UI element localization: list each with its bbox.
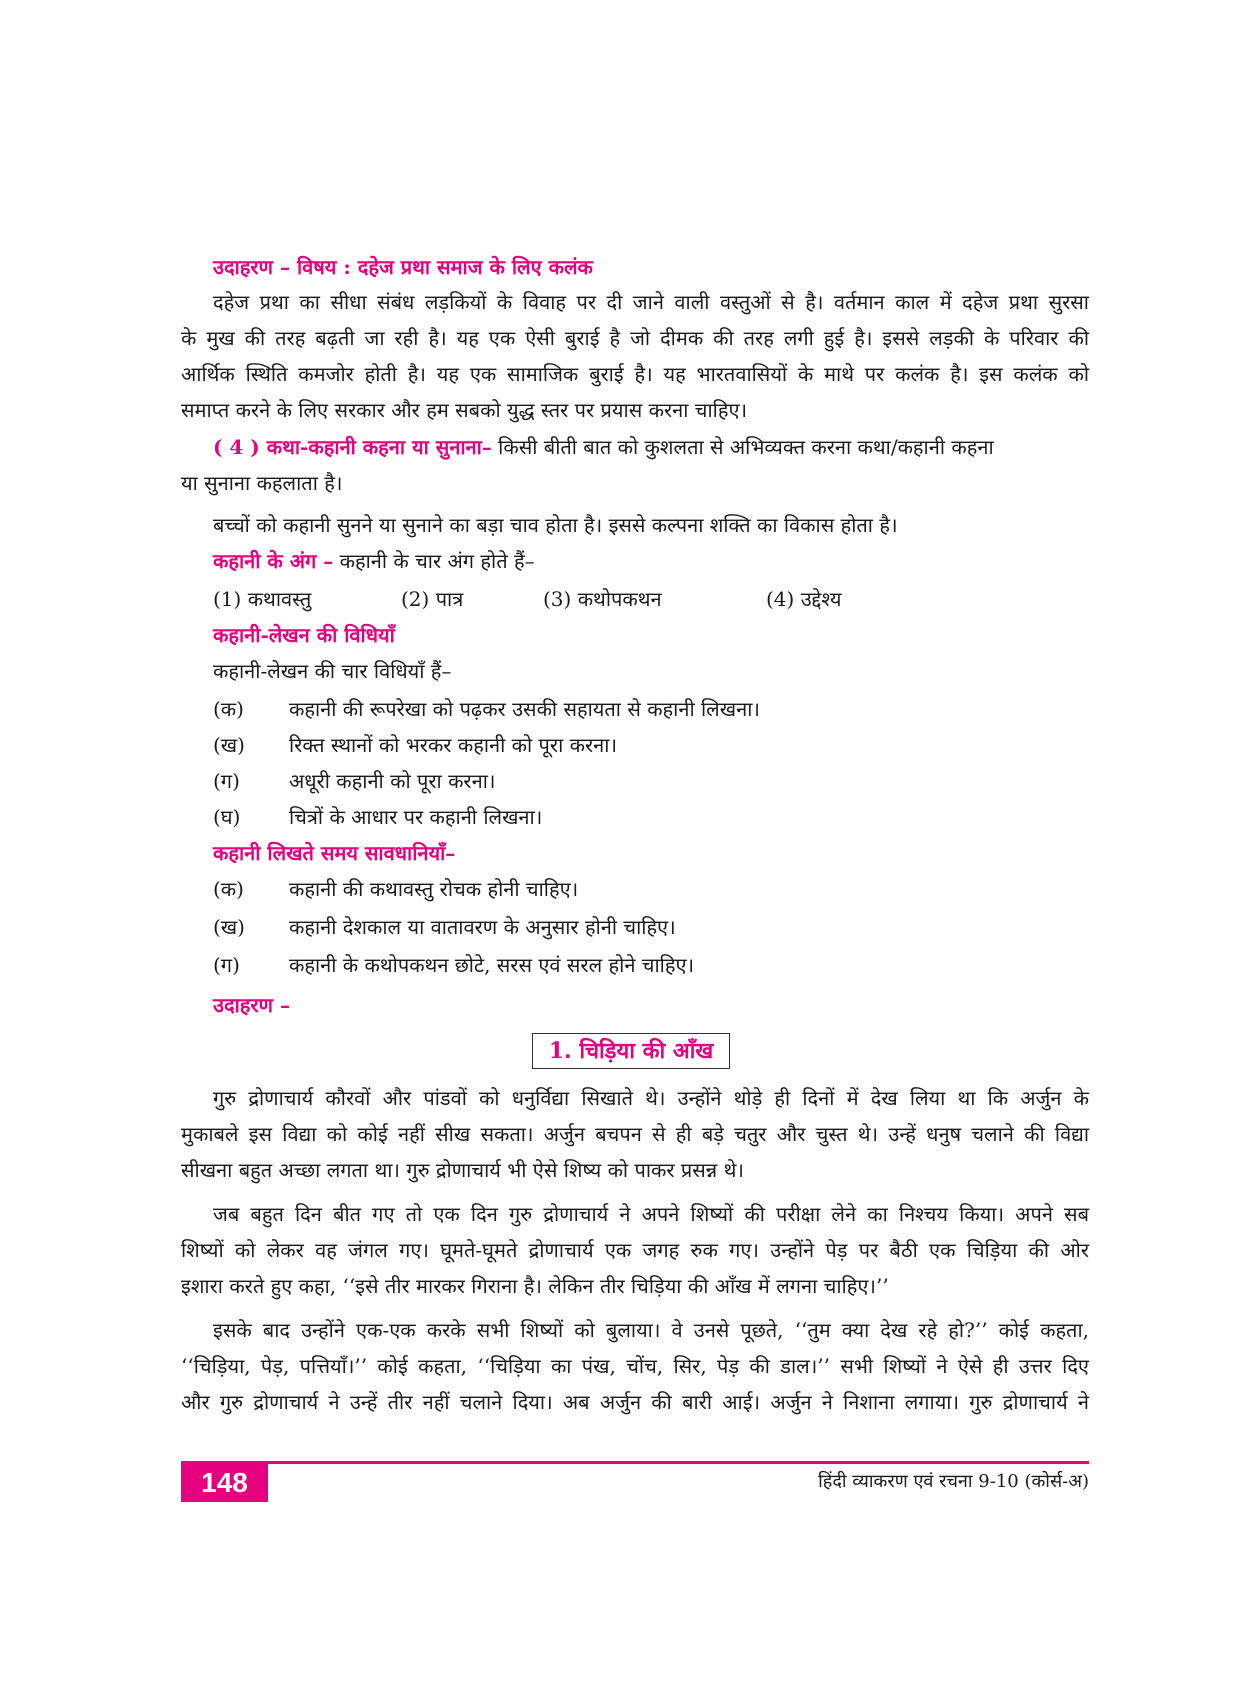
caution-text: कहानी के कथोपकथन छोटे, सरस एवं सरल होने चाहिए। xyxy=(289,953,695,977)
method-text: अधूरी कहानी को पूरा करना। xyxy=(289,769,496,793)
footer-book-title: हिंदी व्याकरण एवं रचना 9-10 (कोर्स-अ) xyxy=(818,1471,1089,1492)
para1-line4: समाप्त करने के लिए सरकार और हम सबको युद्ध स्तर पर प्रयास करना चाहिए। xyxy=(181,398,748,422)
section4-text: किसी बीती बात को कुशलता से अभिव्यक्त करना कथा/कहानी कहना xyxy=(498,435,994,459)
story-p1-line1: गुरु द्रोणाचार्य कौरवों और पांडवों को धनुर्विद्या सिखाते थे। उन्होंने थोड़े ही दिनों में देख लिया था कि अर्जुन के xyxy=(213,1086,1089,1110)
method-text: रिक्त स्थानों को भरकर कहानी को पूरा करना। xyxy=(289,733,618,757)
part-item: (2) पात्र xyxy=(401,587,464,611)
story-p3-line3: और गुरु द्रोणाचार्य ने उन्हें तीर नहीं चलाने दिया। अब अर्जुन की बारी आई। अर्जुन ने निशाना लगाया। गुरु द्रोणाचार्य ने xyxy=(181,1390,1089,1414)
story-p2-line1: जब बहुत दिन बीत गए तो एक दिन गुरु द्रोणाचार्य ने अपने शिष्यों की परीक्षा लेने का निश्चय किया। अपने सब xyxy=(213,1202,1089,1226)
caution-mark: (ग) xyxy=(213,953,240,977)
caution-text: कहानी की कथावस्तु रोचक होनी चाहिए। xyxy=(289,877,579,901)
example-heading-dowry: उदाहरण – विषय : दहेज प्रथा समाज के लिए कलंक xyxy=(213,255,593,279)
method-mark: (ख) xyxy=(213,733,245,757)
method-mark: (घ) xyxy=(213,805,241,829)
story-p3-line2: ‘‘चिड़िया, पेड़, पत्तियाँ।’’ कोई कहता, ‘‘चिड़िया का पंख, चोंच, सिर, पेड़ की डाल।’’ सभी शिष्यों ने ऐसे ही उत्तर दिए xyxy=(181,1354,1089,1378)
method-text: चित्रों के आधार पर कहानी लिखना। xyxy=(289,805,543,829)
method-text: कहानी की रूपरेखा को पढ़कर उसकी सहायता से कहानी लिखना। xyxy=(289,697,760,721)
method-mark: (ग) xyxy=(213,769,240,793)
parts-line xyxy=(213,546,535,576)
story-p2-line2: शिष्यों को लेकर वह जंगल गए। घूमते-घूमते द्रोणाचार्य एक जगह रुक गए। उन्होंने पेड़ पर बैठी एक चिड़िया की ओर xyxy=(181,1238,1089,1262)
example-title: उदाहरण – xyxy=(213,993,290,1017)
story-p1-line2: मुकाबले इस विद्या को कोई नहीं सीख सकता। अर्जुन बचपन से ही बड़े चतुर और चुस्त थे। उन्हें धनुष चलाने की विद्या xyxy=(181,1122,1089,1146)
methods-title: कहानी-लेखन की विधियाँ xyxy=(213,623,395,647)
para1-line1: दहेज प्रथा का सीधा संबंध लड़कियों के विवाह पर दी जाने वाली वस्तुओं से है। वर्तमान काल में दहेज प्रथा सुरसा xyxy=(213,290,1089,314)
parts-title: कहानी के अंग – xyxy=(213,549,334,573)
story-p1-line3: सीखना बहुत अच्छा लगता था। गुरु द्रोणाचार्य भी ऐसे शिष्य को पाकर प्रसन्न थे। xyxy=(181,1158,744,1182)
caution-mark: (क) xyxy=(213,877,244,901)
methods-intro: कहानी-लेखन की चार विधियाँ हैं– xyxy=(213,659,452,683)
page-number: 148 xyxy=(181,1464,268,1502)
section4-line2: या सुनाना कहलाता है। xyxy=(181,471,343,495)
footer-rule xyxy=(181,1461,1089,1464)
story-p3-line1: इसके बाद उन्होंने एक-एक करके सभी शिष्यों को बुलाया। वे उनसे पूछते, ‘‘तुम क्या देख रहे हो?’’ कोई कहता, xyxy=(213,1318,1089,1342)
story-title-box: 1. चिड़िया की आँख xyxy=(532,1033,730,1069)
story-p2-line3: इशारा करते हुए कहा, ‘‘इसे तीर मारकर गिराना है। लेकिन तीर चिड़िया की आँख में लगना चाहिए।’’ xyxy=(181,1274,889,1298)
para2: बच्चों को कहानी सुनने या सुनाने का बड़ा चाव होता है। इससे कल्पना शक्ति का विकास होता है। xyxy=(213,513,898,537)
part-item: (1) कथावस्तु xyxy=(213,587,312,611)
cautions-title: कहानी लिखते समय सावधानियाँ– xyxy=(213,841,456,865)
section4-line1 xyxy=(213,432,994,462)
section4-title: ( 4 ) कथा-कहानी कहना या सुनाना– xyxy=(213,435,492,459)
method-mark: (क) xyxy=(213,697,244,721)
para1-line2: के मुख की तरह बढ़ती जा रही है। यह एक ऐसी बुराई है जो दीमक की तरह लगी हुई है। इससे लड़की के परिवार की xyxy=(181,326,1089,350)
caution-mark: (ख) xyxy=(213,915,245,939)
part-item: (3) कथोपकथन xyxy=(543,587,662,611)
para1-line3: आर्थिक स्थिति कमजोर होती है। यह एक सामाजिक बुराई है। यह भारतवासियों के माथे पर कलंक है। इस कलंक को xyxy=(181,362,1089,386)
caution-text: कहानी देशकाल या वातावरण के अनुसार होनी चाहिए। xyxy=(289,915,676,939)
part-item: (4) उद्देश्य xyxy=(766,587,842,611)
parts-intro: कहानी के चार अंग होते हैं– xyxy=(339,549,535,573)
